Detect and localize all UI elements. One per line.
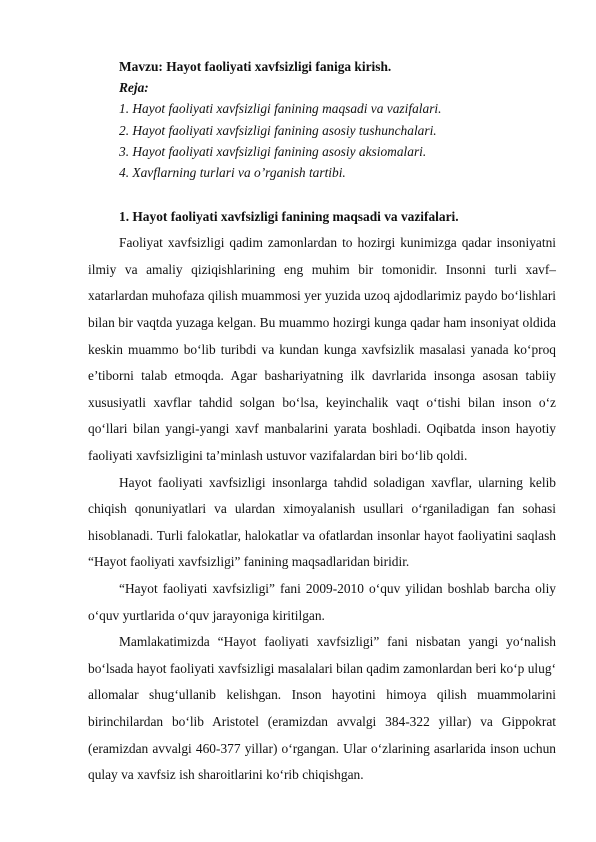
paragraph: Hayot faoliyati xavfsizligi insonlarga tahdid soladigan xavflar, ularning kelib chiqish qonuniyatlari va ulardan ximoyalanish usullari o‘rganiladigan fan sohasi hisoblanadi. Turli falokatlar, halokatlar va ofatlardan insonlar hayot faoliyatini saqlash “Hayot faoliyati xavfsizligi” fanining maqsadlaridan biridir.: [88, 474, 556, 570]
plan-item: 2. Hayot faoliyati xavfsizligi fanining asosiy tushunchalari.: [119, 122, 437, 138]
section-heading: 1. Hayot faoliyati xavfsizligi fanining maqsadi va vazifalari.: [119, 209, 459, 225]
document-page: [88, 56, 556, 789]
topic-title: Mavzu: Hayot faoliyati xavfsizligi faniga kirish.: [119, 59, 392, 74]
paragraph: “Hayot faoliyati xavfsizligi” fani 2009-2010 o‘quv yilidan boshlab barcha oliy o‘quv yurtlarida o‘quv jarayoniga kiritilgan.: [88, 580, 556, 623]
plan-item: 3. Hayot faoliyati xavfsizligi fanining asosiy aksiomalari.: [119, 143, 427, 159]
plan-item: 4. Xavflarning turlari va o’rganish tartibi.: [119, 165, 346, 181]
spacer: [88, 183, 556, 204]
paragraph: Mamlakatimizda “Hayot faoliyati xavfsizligi” fani nisbatan yangi yo‘nalish bo‘lsada hayot faoliyati xavfsizligi masalalari bilan qadim zamonlardan beri ko‘p ulug‘ allomalar shug‘ullanib kelishgan. Inson hayotini himoya qilish muammolarini birinchilardan bo‘lib Aristotel (eramizdan avvalgi 384-322 yillar) va Gippokrat (eramizdan avvalgi 460-377 yillar) o‘rgangan. Ular o‘zlarining asarlarida inson uchun qulay va xavfsiz ish sharoitlarini ko‘rib chiqishgan.: [88, 634, 556, 783]
plan-label: Reja:: [119, 80, 149, 96]
paragraph: Faoliyat xavfsizligi qadim zamonlardan to hozirgi kunimizga qadar insoniyatni ilmiy va amaliy qiziqishlarining eng muhim bir tomonidir. Insonni turli xavf–xatarlardan muhofaza qilish muammosi yer yuzida uzoq ajdodlarimiz paydo bo‘lishlari bilan bir vaqtda yuzaga kelgan. Bu muammo hozirgi kunga qadar ham insoniyat oldida keskin muammo bo‘lib turibdi va kundan kunga xavfsizlik masalasi yanada ko‘proq e’tiborni talab etmoqda. Agar bashariyatning ilk davrlarida insonga asosan tabiiy xususiyatli xavflar tahdid solgan bo‘lsa, keyinchalik vaqt o‘tishi bilan inson o‘z qo‘llari bilan yangi-yangi xavf manbalarini yarata boshladi. Oqibatda inson hayotiy faoliyati xavfsizligini ta’minlash ustuvor vazifalardan biri bo‘lib qoldi.: [88, 235, 556, 463]
plan-item: 1. Hayot faoliyati xavfsizligi fanining maqsadi va vazifalari.: [119, 101, 442, 117]
